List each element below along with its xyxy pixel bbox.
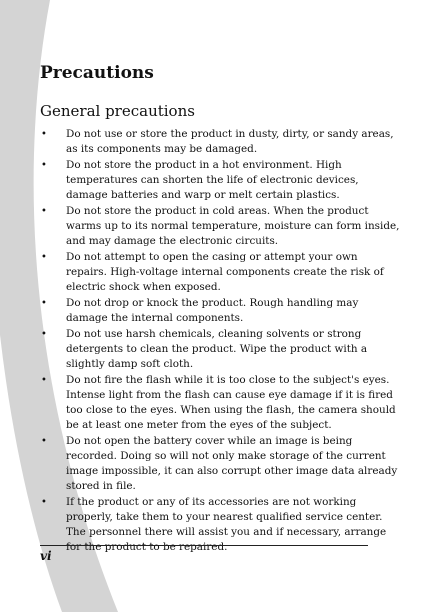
bullet-icon: • (41, 252, 47, 263)
bullet-icon: • (41, 375, 47, 386)
list-item-text: Do not drop or knock the product. Rough handling may damage the internal components. (66, 297, 359, 324)
list-item (40, 327, 400, 372)
list-item-text: Do not store the product in cold areas. When the product warms up to its normal temperature, moisture can form inside, and may damage the electronic circuits. (66, 205, 400, 247)
list-item-text: Do not attempt to open the casing or attempt your own repairs. High-voltage internal components create the risk of electric shock when exposed. (66, 251, 384, 293)
bullet-icon: • (41, 160, 47, 171)
bullet-icon: • (41, 497, 47, 508)
list-item-text: Do not open the battery cover while an image is being recorded. Doing so will not only make storage of the current image impossible, it can also corrupt other image data already stored in file. (66, 435, 398, 492)
section-heading: General precautions (40, 102, 195, 120)
list-item (40, 434, 400, 494)
list-item-text: Do not use harsh chemicals, cleaning solvents or strong detergents to clean the product. Wipe the product with a slightly damp soft cloth. (66, 328, 368, 370)
bullet-icon: • (41, 436, 47, 447)
bullet-icon: • (41, 129, 47, 140)
list-item (40, 250, 400, 295)
page-number: vi (40, 549, 52, 563)
list-item (40, 495, 400, 555)
page-title: Precautions (40, 63, 154, 83)
list-item-text: If the product or any of its accessories are not working properly, take them to your nearest qualified service center. The personnel there will assist you and if necessary, arrange for the product to be repaired. (66, 496, 387, 553)
list-item (40, 373, 400, 433)
list-item (40, 296, 400, 326)
bullet-icon: • (41, 298, 47, 309)
bullet-icon: • (41, 329, 47, 340)
precautions-list (40, 127, 400, 555)
list-item-text: Do not fire the flash while it is too close to the subject's eyes. Intense light from the flash can cause eye damage if it is fired too close to the eyes. When using the flash, the camera should be at least one meter from the eyes of the subject. (66, 374, 396, 431)
page-content (40, 62, 400, 556)
list-item-text: Do not use or store the product in dusty, dirty, or sandy areas, as its components may be damaged. (66, 128, 394, 155)
list-item (40, 204, 400, 249)
footer-divider (40, 545, 368, 546)
list-item-text: Do not store the product in a hot environment. High temperatures can shorten the life of electronic devices, damage batteries and warp or melt certain plastics. (66, 159, 359, 201)
list-item (40, 127, 400, 157)
bullet-icon: • (41, 206, 47, 217)
list-item (40, 158, 400, 203)
